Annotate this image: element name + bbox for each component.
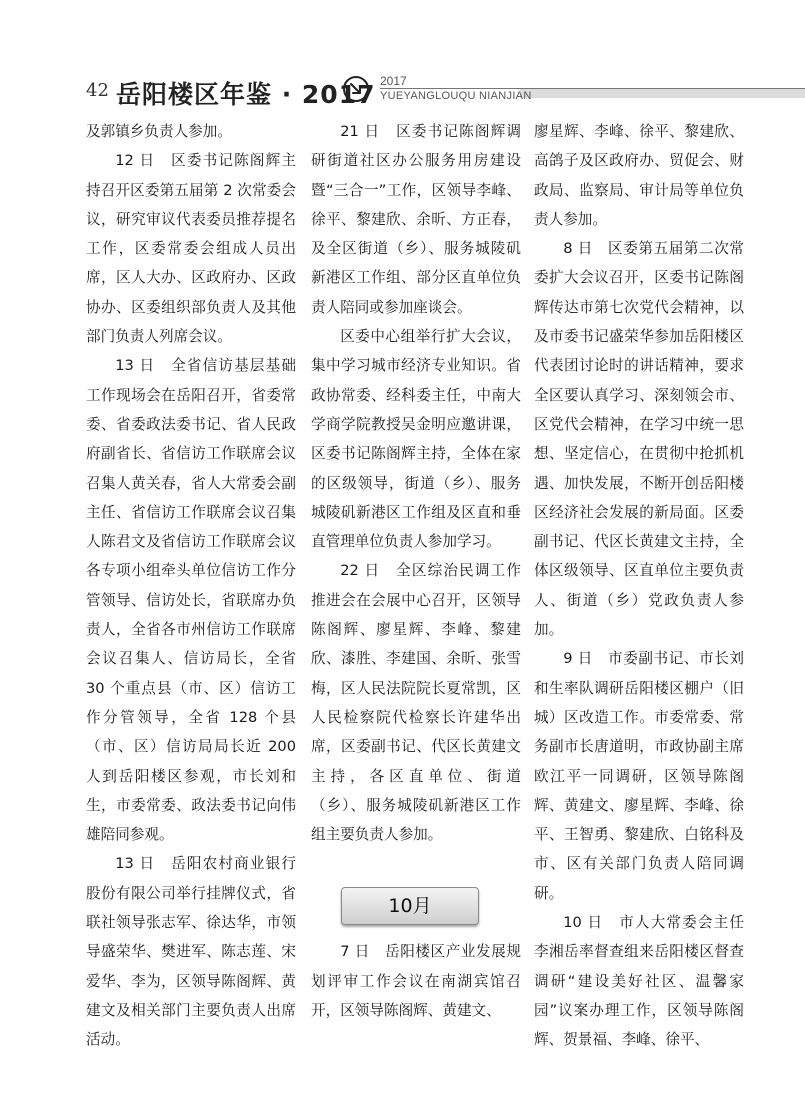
header-year: 2017 — [380, 74, 407, 88]
text-column-3 — [534, 117, 744, 1055]
paragraph: 及郭镇乡负责人参加。 — [86, 123, 232, 140]
section-spacer — [311, 849, 521, 877]
paragraph: 9 日 市委副书记、市长刘和生率队调研岳阳楼区棚户（旧城）区改造工作。市委常委、常务副市长唐道明，市政协副主席欧江平一同调研，区领导陈阁辉、黄建文、廖星辉、李峰、徐平、王智勇、黎建欣、白铭科及市、区有关部门负责人陪同调研。 — [534, 650, 744, 902]
down-right-arrow-icon — [342, 75, 370, 103]
paragraph: 21 日 区委书记陈阁辉调研街道社区办公服务用房建设暨“三合一”工作，区领导李峰、徐平、黎建欣、余昕、方正春，及全区街道（乡）、服务城陵矶新港区工作组、部分区直单位负责人陪同或参加座谈会。 — [311, 123, 521, 316]
page-number: 42 — [86, 80, 109, 101]
yearbook-title: 岳阳楼区年鉴 · 2017 — [116, 80, 376, 109]
paragraph: 区委中心组举行扩大会议，集中学习城市经济专业知识。省政协常委、经科委主任，中南大学商学院教授吴金明应邀讲课，区委书记陈阁辉主持，全体在家的区级领导，街道（乡）、服务城陵矶新港区工作组及区直和垂直管理单位负责人参加学习。 — [311, 328, 521, 551]
paragraph: 廖星辉、李峰、徐平、黎建欣、高鸽子及区政府办、贸促会、财政局、监察局、审计局等单位负责人参加。 — [534, 123, 744, 228]
header-bar — [520, 89, 805, 98]
page-header — [0, 0, 805, 110]
paragraph: 22 日 全区综治民调工作推进会在会展中心召开，区领导陈阁辉、廖星辉、李峰、黎建欣、漆胜、李建国、余昕、张雪梅，区人民法院院长夏常凯，区人民检察院代检察长许建华出席，区委副书记、代区长黄建文主持，各区直单位、街道（乡）、服务城陵矶新港区工作组主要负责人参加。 — [311, 562, 521, 844]
header-pinyin: YUEYANGLOUQU NIANJIAN — [380, 90, 532, 102]
text-column-2 — [311, 117, 521, 1025]
paragraph: 12 日 区委书记陈阁辉主持召开区委第五届第 2 次常委会议，研究审议代表委员推荐提名工作，区委常委会组成人员出席，区人大办、区政府办、区政协办、区委组织部负责人及其他部门负责人列席会议。 — [86, 152, 296, 346]
text-column-1 — [86, 117, 296, 1055]
paragraph: 8 日 区委第五届第二次常委扩大会议召开，区委书记陈阁辉传达市第七次党代会精神，以及市委书记盛荣华参加岳阳楼区代表团讨论时的讲话精神，要求全区要认真学习、深刻领会市、区党代会精神，在学习中统一思想、坚定信心，在贯彻中抢抓机遇、加快发展，不断开创岳阳楼区经济社会发展的新局面。区委副书记、代区长黄建文主持，全体区级领导、区直单位主要负责人、街道（乡）党政负责人参加。 — [534, 240, 744, 639]
month-heading-october: 10月 — [341, 887, 479, 925]
paragraph: 13 日 全省信访基层基础工作现场会在岳阳召开，省委常委、省委政法委书记、省人民政府副省长、省信访工作联席会议召集人黄关春，省人大常委会副主任、省信访工作联席会议召集人陈君文及省信访工作联席会议各专项小组牵头单位信访工作分管领导、信访处长，省联席办负责人，全省各市州信访工作联席会议召集人、信访局长，全省 30 个重点县（市、区）信访工作分管领导，全省 128 个县（市、区）信访局局长近 200 人到岳阳楼区参观，市长刘和生，市委常委、政法委书记向伟雄陪同参观。 — [86, 357, 296, 844]
paragraph: 10 日 市人大常委会主任李湘岳率督查组来岳阳楼区督查调研“建设美好社区、温馨家园”议案办理工作，区领导陈阁辉、贺景福、李峰、徐平、 — [534, 914, 744, 1049]
paragraph: 13 日 岳阳农村商业银行股份有限公司举行挂牌仪式，省联社领导张志军、徐达华，市领导盛荣华、樊进军、陈志莲、宋爱华、李为，区领导陈阁辉、黄建文及相关部门主要负责人出席活动。 — [86, 855, 296, 1049]
paragraph: 7 日 岳阳楼区产业发展规划评审工作会议在南湖宾馆召开，区领导陈阁辉、黄建文、 — [311, 943, 521, 1020]
